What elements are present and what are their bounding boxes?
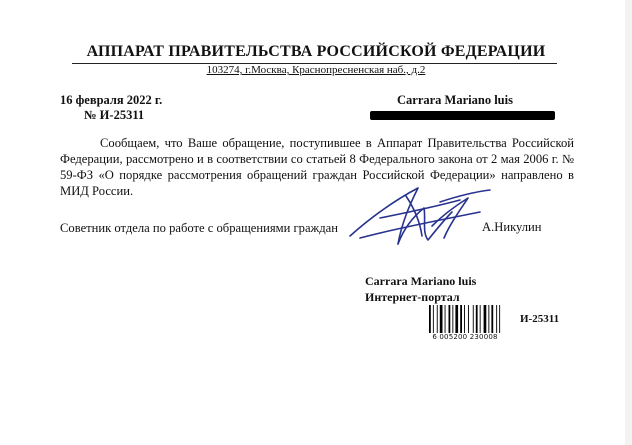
barcode-bar <box>468 305 469 333</box>
barcode-bar <box>460 305 462 333</box>
barcode-bar <box>440 305 443 333</box>
barcode-bar <box>484 305 487 333</box>
barcode-bar <box>455 305 458 333</box>
letter-date: 16 февраля 2022 г. <box>60 93 163 107</box>
organization-address: 103274, г.Москва, Краснопресненская наб., д.2 <box>206 64 426 76</box>
barcode-bar <box>464 305 465 333</box>
signer-name: А.Никулин <box>482 220 542 234</box>
barcode-bar <box>476 305 478 333</box>
recipient-name-bottom: Carrara Mariano luis <box>365 274 477 288</box>
barcode-bar <box>480 305 481 333</box>
barcode-bar <box>452 305 453 333</box>
barcode-digits: 6 005200 230008 <box>432 333 498 341</box>
barcode-bar <box>491 305 493 333</box>
barcode-bar <box>445 305 446 333</box>
barcode-bar <box>437 305 438 333</box>
body-paragraph: Сообщаем, что Ваше обращение, поступившее в Аппарат Правительства Российской Федерации, рассмотрено и в соответствии со статьей 8 Федерального закона от 2 мая 2006 г. № 59-ФЗ «О порядке рассмотрения обращений граждан Российской Федерации» направлено в МИД России. <box>60 136 574 198</box>
delivery-channel: Интернет-портал <box>365 290 460 304</box>
barcode <box>428 305 504 333</box>
barcode-bar <box>429 305 431 333</box>
recipient-block <box>365 273 476 305</box>
letter-number: № И-25311 <box>84 108 145 122</box>
barcode-bar <box>433 305 434 333</box>
barcode-id: И-25311 <box>520 313 560 325</box>
barcode-bar <box>488 305 489 333</box>
barcode-bar <box>496 305 497 333</box>
handwritten-signature <box>340 178 500 250</box>
barcode-bar <box>499 305 500 333</box>
organization-title: АППАРАТ ПРАВИТЕЛЬСТВА РОССИЙСКОЙ ФЕДЕРАЦИИ <box>86 43 546 60</box>
barcode-bar <box>473 305 474 333</box>
signer-position: Советник отдела по работе с обращениями граждан <box>60 221 338 235</box>
recipient-name: Carrara Mariano luis <box>397 93 513 107</box>
barcode-bar <box>449 305 451 333</box>
redaction-bar <box>370 111 555 120</box>
